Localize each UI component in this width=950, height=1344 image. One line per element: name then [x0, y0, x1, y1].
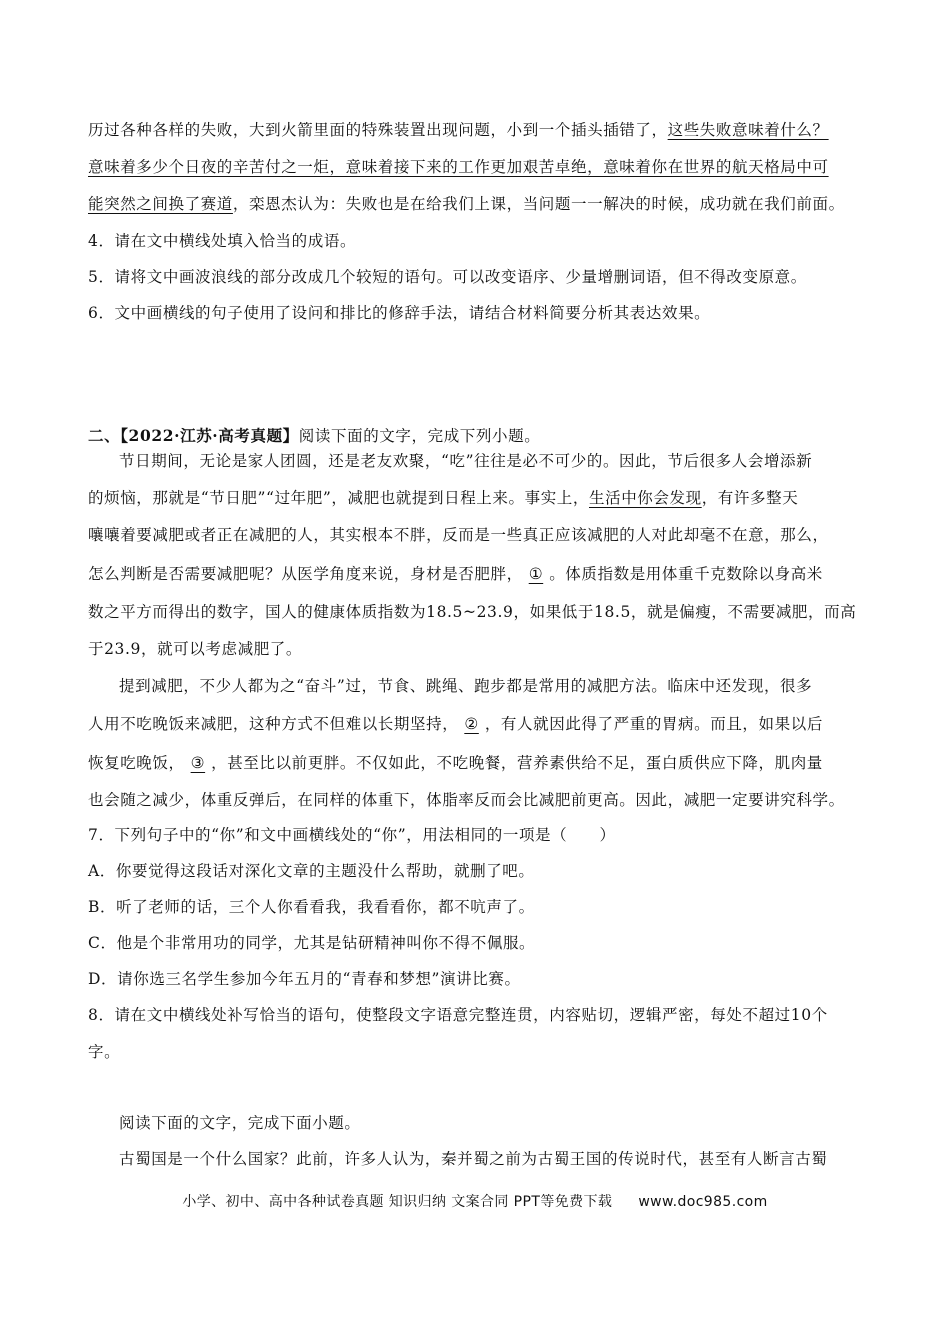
passage-line: 数之平方而得出的数字，国人的健康体质指数为18.5~23.9，如果低于18.5，就是偏瘦，不需要减肥，而高: [88, 603, 857, 621]
text: ，有许多整天: [701, 489, 799, 507]
question-7: 7．下列句子中的“你”和文中画横线处的“你”，用法相同的一项是（ ）: [88, 826, 616, 844]
question-4: 4．请在文中横线处填入恰当的成语。: [88, 232, 357, 250]
option-c: C．他是个非常用功的同学，尤其是钻研精神叫你不得不佩服。: [88, 934, 536, 952]
section-number: 二、: [88, 426, 121, 445]
text: 的烦恼，那就是“节日肥”“过年肥”，减肥也就提到日程上来。事实上，: [88, 489, 589, 507]
section-instruction: 阅读下面的文字，完成下列小题。: [298, 427, 541, 445]
passage-line: [88, 192, 845, 214]
text: ，有人就因此得了严重的胃病。而且，如果以后: [484, 715, 823, 733]
text: 人用不吃晚饭来减肥，这种方式不但难以长期坚持，: [88, 715, 459, 733]
text: 恢复吃晚饭，: [88, 754, 185, 772]
text: 历过各种各样的失败，大到火箭里面的特殊装置出现问题，小到一个插头插错了，: [88, 121, 668, 139]
question-6: 6．文中画横线的句子使用了设问和排比的修辞手法，请结合材料简要分析其表达效果。: [88, 304, 711, 322]
passage-line: 节日期间，无论是家人团圆，还是老友欢聚，“吃”往往是必不可少的。因此，节后很多人会增添新: [119, 452, 813, 470]
section-2-heading: [88, 424, 540, 446]
footer-text: 小学、初中、高中各种试卷真题 知识归纳 文案合同 PPT等免费下载: [182, 1194, 613, 1210]
text: ，甚至比以前更胖。不仅如此，不吃晚餐，营养素供给不足，蛋白质供应下降，肌肉量: [211, 754, 823, 772]
passage-line: [88, 486, 798, 508]
question-8: 8．请在文中横线处补写恰当的语句，使整段文字语意完整连贯，内容贴切，逻辑严密，每处不超过10个: [88, 1006, 828, 1024]
section-source: 【2022·江苏·高考真题】: [120, 426, 299, 445]
footer-url[interactable]: www.doc985.com: [638, 1194, 768, 1210]
passage-line: 嚷嚷着要减肥或者正在减肥的人，其实根本不胖，反而是一些真正应该减肥的人对此却毫不在意，那么，: [88, 526, 829, 544]
text: 怎么判断是否需要减肥呢？从医学角度来说，身材是否肥胖，: [88, 565, 523, 583]
option-b: B．听了老师的话，三个人你看看我，我看看你，都不吭声了。: [88, 898, 535, 916]
option-d: D．请你选三名学生参加今年五月的“青春和梦想”演讲比赛。: [88, 970, 521, 988]
passage-line: 于23.9，就可以考虑减肥了。: [88, 640, 303, 658]
option-a: A．你要觉得这段话对深化文章的主题没什么帮助，就删了吧。: [88, 862, 535, 880]
question-8-cont: 字。: [88, 1043, 121, 1061]
passage-line: 提到减肥，不少人都为之“奋斗”过，节食、跳绳、跑步都是常用的减肥方法。临床中还发现，很多: [119, 677, 813, 695]
blank-3: ③: [190, 754, 206, 772]
question-5: 5．请将文中画波浪线的部分改成几个较短的语句。可以改变语序、少量增删词语，但不得改变原意。: [88, 268, 807, 286]
passage-line: [88, 118, 829, 140]
text: ，栾恩杰认为：失败也是在给我们上课，当问题一一解决的时候，成功就在我们前面。: [232, 195, 845, 213]
section-3-instruction: 阅读下面的文字，完成下面小题。: [119, 1114, 361, 1132]
passage-line: 古蜀国是一个什么国家？此前，许多人认为，秦并蜀之前为古蜀王国的传说时代，甚至有人断言古蜀: [119, 1150, 828, 1168]
text: 。体质指数是用体重千克数除以身高米: [549, 565, 823, 583]
passage-line: [88, 751, 823, 773]
blank-2: ②: [464, 715, 479, 733]
passage-line: [88, 562, 823, 584]
passage-line: [88, 712, 823, 734]
passage-line: 也会随之减少，体重反弹后，在同样的体重下，体脂率反而会比减肥前更高。因此，减肥一定要讲究科学。: [88, 791, 845, 809]
underlined-text: 生活中你会发现: [589, 489, 702, 507]
underlined-text: 能突然之间换了赛道: [88, 195, 233, 213]
underlined-passage-line: 意味着多少个日夜的辛苦付之一炬，意味着接下来的工作更加艰苦卓绝，意味着你在世界的航天格局中可: [88, 158, 829, 176]
underlined-text: 这些失败意味着什么？: [667, 121, 829, 139]
page-footer: [0, 1191, 950, 1211]
blank-1: ①: [528, 565, 544, 583]
